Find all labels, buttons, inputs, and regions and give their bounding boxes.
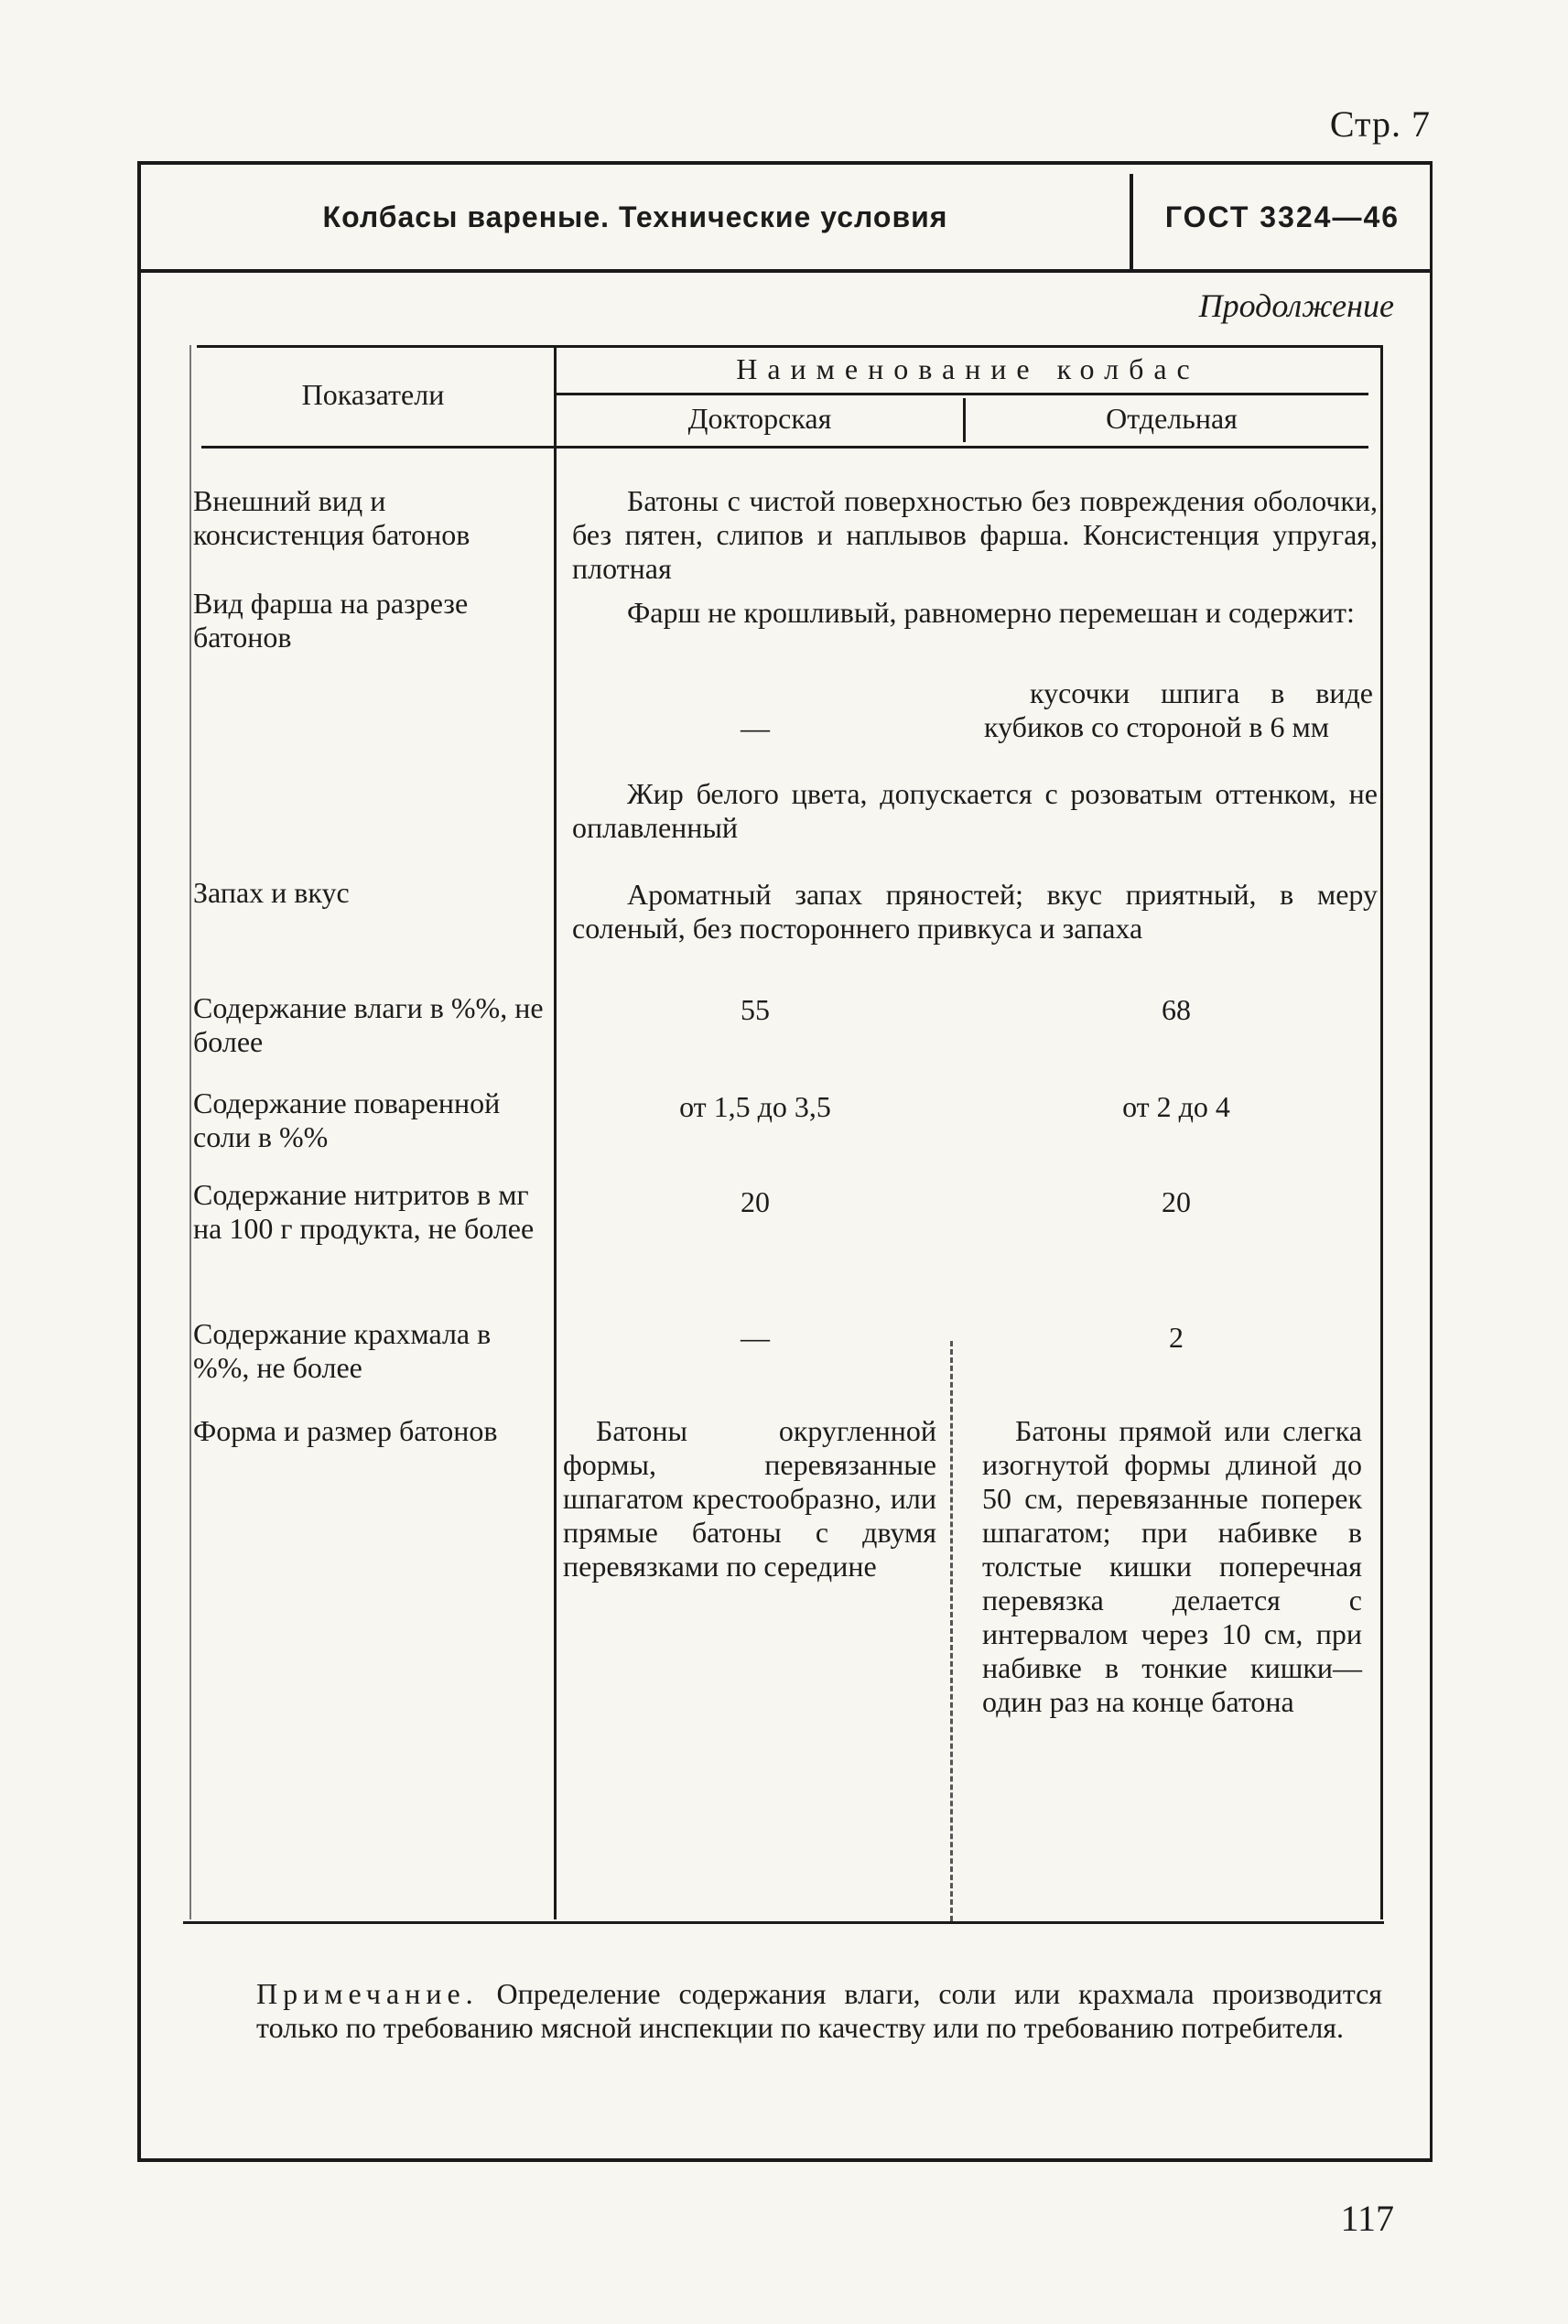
- row-starch-separate: 2: [1169, 1321, 1184, 1354]
- header-sausage-names: Наименование колбас: [736, 352, 1200, 385]
- row-moisture-label: Содержание влаги в %%, не более: [193, 991, 544, 1058]
- header-divider: [1130, 174, 1133, 269]
- page-number-top: Стр. 7: [1329, 103, 1431, 145]
- row-salt-doctor: от 1,5 до 3,5: [679, 1090, 831, 1123]
- row-appearance-label: Внешний вид и консистенция батонов: [193, 484, 470, 551]
- row-salt-separate: от 2 до 4: [1122, 1090, 1230, 1123]
- page-left-border: [137, 161, 141, 2162]
- header-separate: Отдельная: [1106, 402, 1238, 435]
- footnote-lead: Примечание.: [256, 1977, 479, 2010]
- header-doctor: Докторская: [687, 402, 832, 435]
- table-right-rule: [1380, 345, 1383, 1919]
- table-left-rule: [189, 345, 191, 1919]
- table-group-rule: [556, 393, 1368, 395]
- table-header-bottom-rule: [201, 446, 1368, 449]
- row-starch-label: Содержание крахмала в %%, не более: [193, 1317, 492, 1384]
- continuation-label: Продолжение: [1198, 287, 1394, 324]
- footnote-text: Определение содержания влаги, соли или крахмала производится только по требованию мясной инспекции по качеству или по требованию потребителя.: [256, 1977, 1383, 2044]
- row-stuffing-fat: Жир белого цвета, допускается с розоватым оттенком, не оплавленный: [572, 777, 1378, 844]
- gost-number: ГОСТ 3324—46: [1164, 200, 1400, 233]
- row-stuffing-doctor: —: [741, 711, 770, 744]
- row-starch-doctor: —: [741, 1321, 770, 1354]
- body-col-rule: [950, 1341, 953, 1921]
- row-stuffing-label: Вид фарша на разрезе батонов: [193, 587, 469, 654]
- row-shape-separate: Батоны прямой или слегка изогнутой формы длиной до 50 см, перевязанные поперек шпагатом; при набивке в толстые кишки поперечная перевязка делается с интервалом через 10 см, при набивке в тонкие кишки—один раз на конце батона: [982, 1414, 1362, 1718]
- row-stuffing-value: Фарш не крошливый, равномерно перемешан и содержит:: [627, 596, 1355, 629]
- header-col-rule: [963, 398, 966, 442]
- table-top-rule: [197, 345, 1382, 348]
- row-nitrite-separate: 20: [1162, 1185, 1191, 1218]
- specs-table: [188, 345, 1396, 1938]
- row-nitrite-doctor: 20: [741, 1185, 770, 1218]
- table-bottom-rule: [183, 1921, 1384, 1924]
- row-smell-label: Запах и вкус: [193, 876, 350, 909]
- row-moisture-doctor: 55: [741, 993, 770, 1026]
- row-nitrite-label: Содержание нитритов в мг на 100 г продукта, не более: [193, 1178, 535, 1245]
- page-number-bottom: 117: [1340, 2198, 1394, 2239]
- footnote: [256, 1977, 1382, 2045]
- row-shape-doctor: Батоны округленной формы, перевязанные шпагатом крестообразно, или прямые батоны с двумя перевязками по середине: [563, 1414, 936, 1583]
- document-header: [137, 161, 1433, 273]
- row-salt-label: Содержание поваренной соли в %%: [193, 1086, 501, 1153]
- row-shape-label: Форма и размер батонов: [193, 1414, 498, 1447]
- table-label-col-rule: [554, 345, 557, 1919]
- header-indicators: Показатели: [301, 378, 445, 411]
- row-moisture-separate: 68: [1162, 993, 1191, 1026]
- row-smell-value: Ароматный запах пряностей; вкус приятный, в меру соленый, без постороннего привкуса и запаха: [572, 878, 1378, 945]
- row-appearance-value: Батоны с чистой поверхностью без повреждения оболочки, без пятен, слипов и наплывов фарша. Консистенция упругая, плотная: [572, 484, 1378, 585]
- page-right-border: [1430, 161, 1433, 2162]
- row-stuffing-separate: кусочки шпига в виде кубиков со стороной в 6 мм: [984, 676, 1373, 743]
- page-bottom-rule: [137, 2158, 1433, 2162]
- document-title: Колбасы вареные. Технические условия: [322, 200, 948, 233]
